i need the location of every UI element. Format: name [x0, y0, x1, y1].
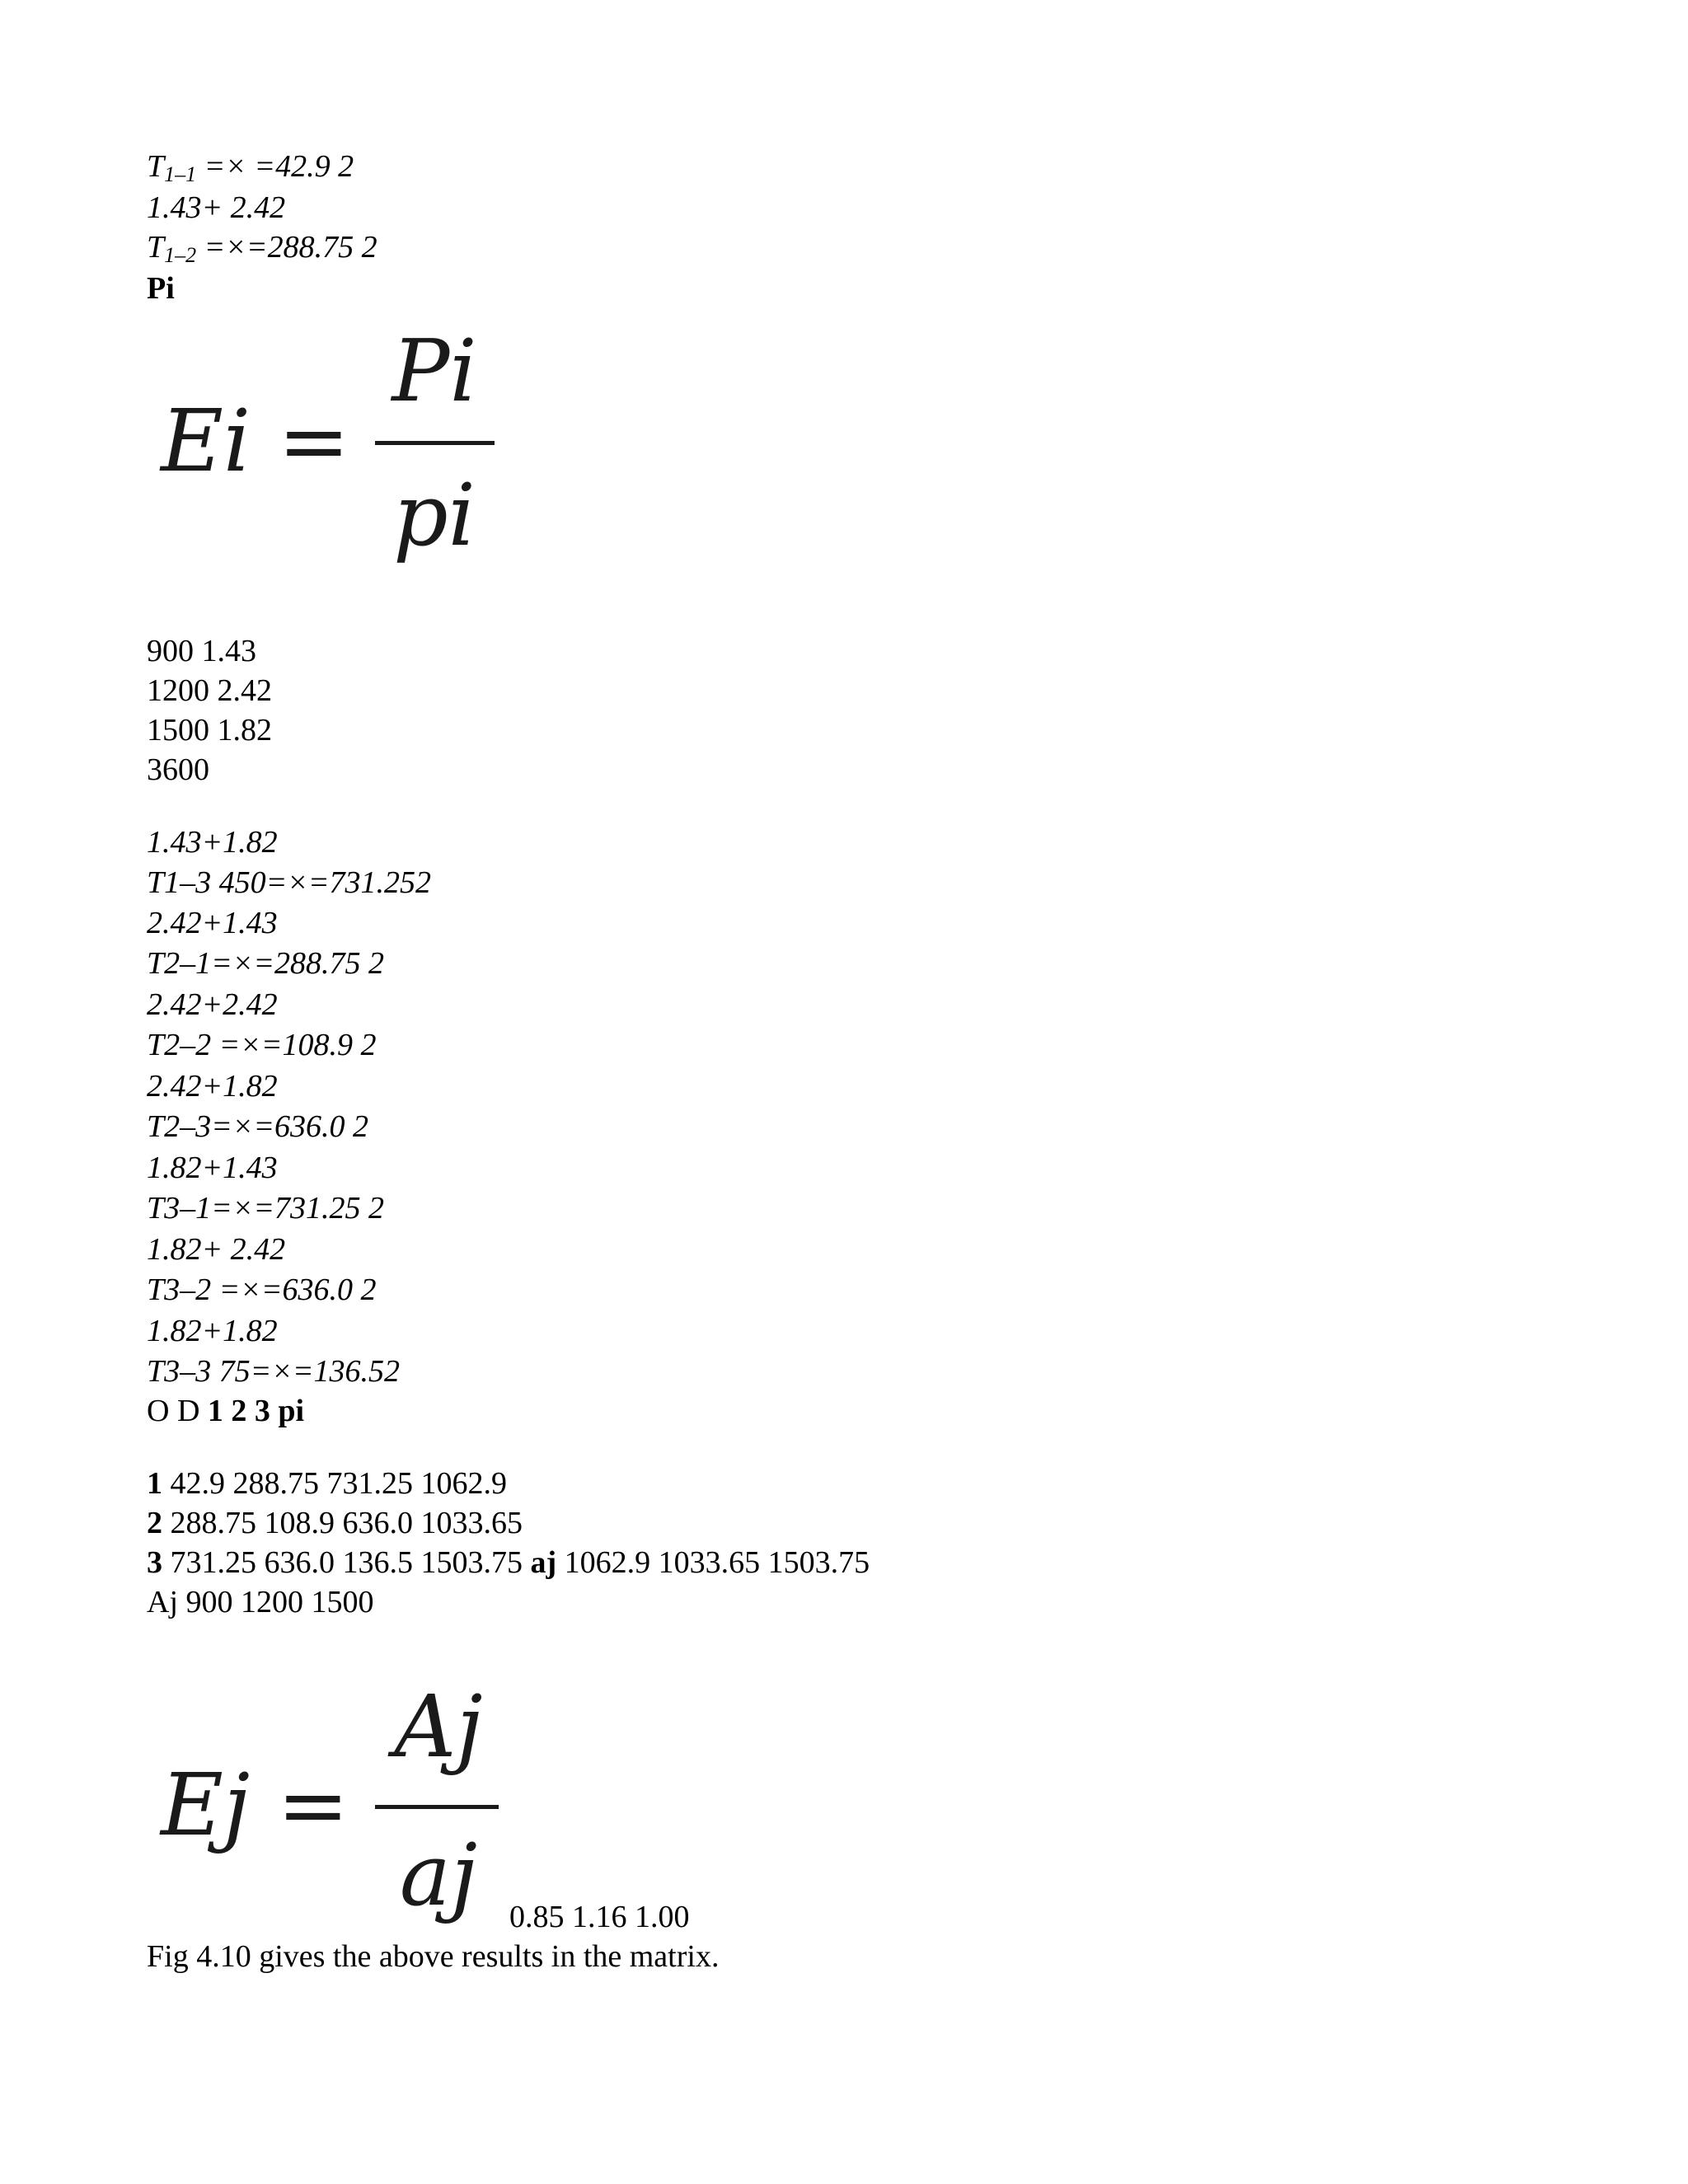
data-row-3: 1500 1.82: [147, 713, 272, 748]
calc-line: T3–3 75=×=136.52: [147, 1354, 401, 1389]
formula-ej-lhs: Ej =: [161, 1755, 349, 1855]
data-row-2: 1200 2.42: [147, 673, 272, 708]
matrix-row-1: 1 42.9 288.75 731.25 1062.9: [147, 1466, 507, 1501]
aj-row: Aj 900 1200 1500: [147, 1585, 374, 1619]
pi-heading: Pi: [147, 271, 175, 306]
calc-line: T3–1=×=731.25 2: [147, 1191, 385, 1226]
calc-line: 1.82+ 2.42: [147, 1232, 286, 1267]
formula-ej-fraction-bar: [375, 1805, 499, 1809]
calc-line: 2.42+1.43: [147, 906, 278, 940]
calc-line: T3–2 =×=636.0 2: [147, 1272, 377, 1307]
calc-line: 2.42+1.82: [147, 1069, 278, 1104]
calc-line-sum-1: 1.43+ 2.42: [147, 190, 286, 225]
formula-ei-lhs: Ei =: [161, 391, 350, 491]
calc-line: T2–2 =×=108.9 2: [147, 1028, 377, 1062]
matrix-row-2: 2 288.75 108.9 636.0 1033.65: [147, 1506, 523, 1540]
matrix-row-3: 3 731.25 636.0 136.5 1503.75 aj 1062.9 1033.65 1503.75: [147, 1545, 870, 1580]
calc-line-t1-1: $T_{1-1} =\times =42.9$ 2: [147, 149, 354, 186]
calc-line: 2.42+2.42: [147, 987, 278, 1022]
figure-caption: Fig 4.10 gives the above results in the matrix.: [147, 1939, 720, 1974]
calc-line: T2–1=×=288.75 2: [147, 946, 385, 981]
calc-line: 1.82+1.43: [147, 1151, 278, 1185]
data-row-1: 900 1.43: [147, 634, 256, 668]
calc-line: T2–3=×=636.0 2: [147, 1109, 369, 1144]
formula-ei-numerator: Pi: [392, 321, 477, 421]
od-matrix-header: O D 1 2 3 pi: [147, 1394, 305, 1428]
ej-values: 0.85 1.16 1.00: [509, 1900, 690, 1934]
formula-ej-numerator: Aj: [394, 1676, 483, 1777]
formula-ej-denominator: aj: [399, 1825, 478, 1925]
calc-line: 1.43+1.82: [147, 825, 278, 860]
formula-ei-denominator: pi: [393, 465, 476, 565]
calc-line: T1–3 450=×=731.252: [147, 865, 432, 900]
calc-line: 1.82+1.82: [147, 1314, 278, 1348]
calc-line-t1-2: $T_{1-2} =\times=288.75$ 2: [147, 230, 377, 267]
data-row-4: 3600: [147, 752, 209, 787]
formula-ei-fraction-bar: [375, 441, 495, 445]
